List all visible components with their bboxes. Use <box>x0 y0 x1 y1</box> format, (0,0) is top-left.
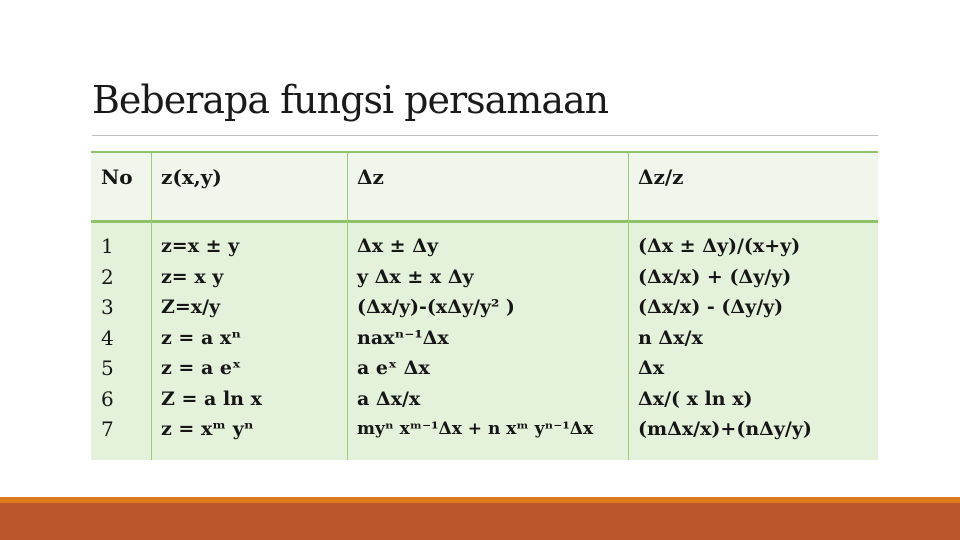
row-numbers-column <box>101 231 114 445</box>
delta-cell: naxⁿ⁻¹Δx <box>357 326 449 349</box>
row-number: 4 <box>101 325 114 350</box>
function-cell: z= x y <box>161 265 224 288</box>
row-number: 2 <box>101 264 114 289</box>
equation-table <box>91 151 878 460</box>
row-number: 3 <box>101 295 114 319</box>
row-number: 1 <box>101 234 114 258</box>
footer-accent-bar <box>0 497 960 540</box>
title-divider <box>92 135 878 136</box>
function-cell: z=x ± y <box>161 235 240 257</box>
header-delta: Δz <box>357 165 384 189</box>
relative-delta-cell: (Δx/x) - (Δy/y) <box>638 296 784 318</box>
function-cell: z = xᵐ yⁿ <box>161 418 254 440</box>
column-divider <box>347 153 348 460</box>
column-divider <box>628 153 629 460</box>
header-function: z(x,y) <box>161 165 222 189</box>
function-cell: Z = a ln x <box>161 387 262 410</box>
relative-delta-cell: (Δx ± Δy)/(x+y) <box>638 235 801 257</box>
column-divider <box>151 153 152 460</box>
slide-title: Beberapa fungsi persamaan <box>92 78 609 122</box>
relative-delta-cell: (mΔx/x)+(nΔy/y) <box>638 418 812 440</box>
row-number: 6 <box>101 386 114 411</box>
header-no: No <box>101 165 133 189</box>
relative-delta-cell: Δx <box>638 357 665 379</box>
delta-cell: myⁿ xᵐ⁻¹Δx + n xᵐ yⁿ⁻¹Δx <box>357 419 594 439</box>
delta-column <box>357 231 593 445</box>
footer-accent-stripe <box>0 497 960 503</box>
delta-cell: y Δx ± x Δy <box>357 265 474 288</box>
delta-cell: a Δx/x <box>357 387 421 410</box>
row-number: 5 <box>101 356 114 380</box>
delta-cell: a eˣ Δx <box>357 357 430 379</box>
function-cell: z = a xⁿ <box>161 326 242 349</box>
header-relative-delta: Δz/z <box>638 165 684 189</box>
delta-cell: Δx ± Δy <box>357 235 439 257</box>
delta-cell: (Δx/y)-(xΔy/y² ) <box>357 296 515 318</box>
function-column <box>161 231 262 445</box>
function-cell: Z=x/y <box>161 296 221 318</box>
row-number: 7 <box>101 417 114 441</box>
relative-delta-cell: n Δx/x <box>638 326 703 349</box>
relative-delta-column <box>638 231 812 445</box>
relative-delta-cell: Δx/( x ln x) <box>638 387 753 410</box>
function-cell: z = a eˣ <box>161 357 241 379</box>
relative-delta-cell: (Δx/x) + (Δy/y) <box>638 265 792 288</box>
